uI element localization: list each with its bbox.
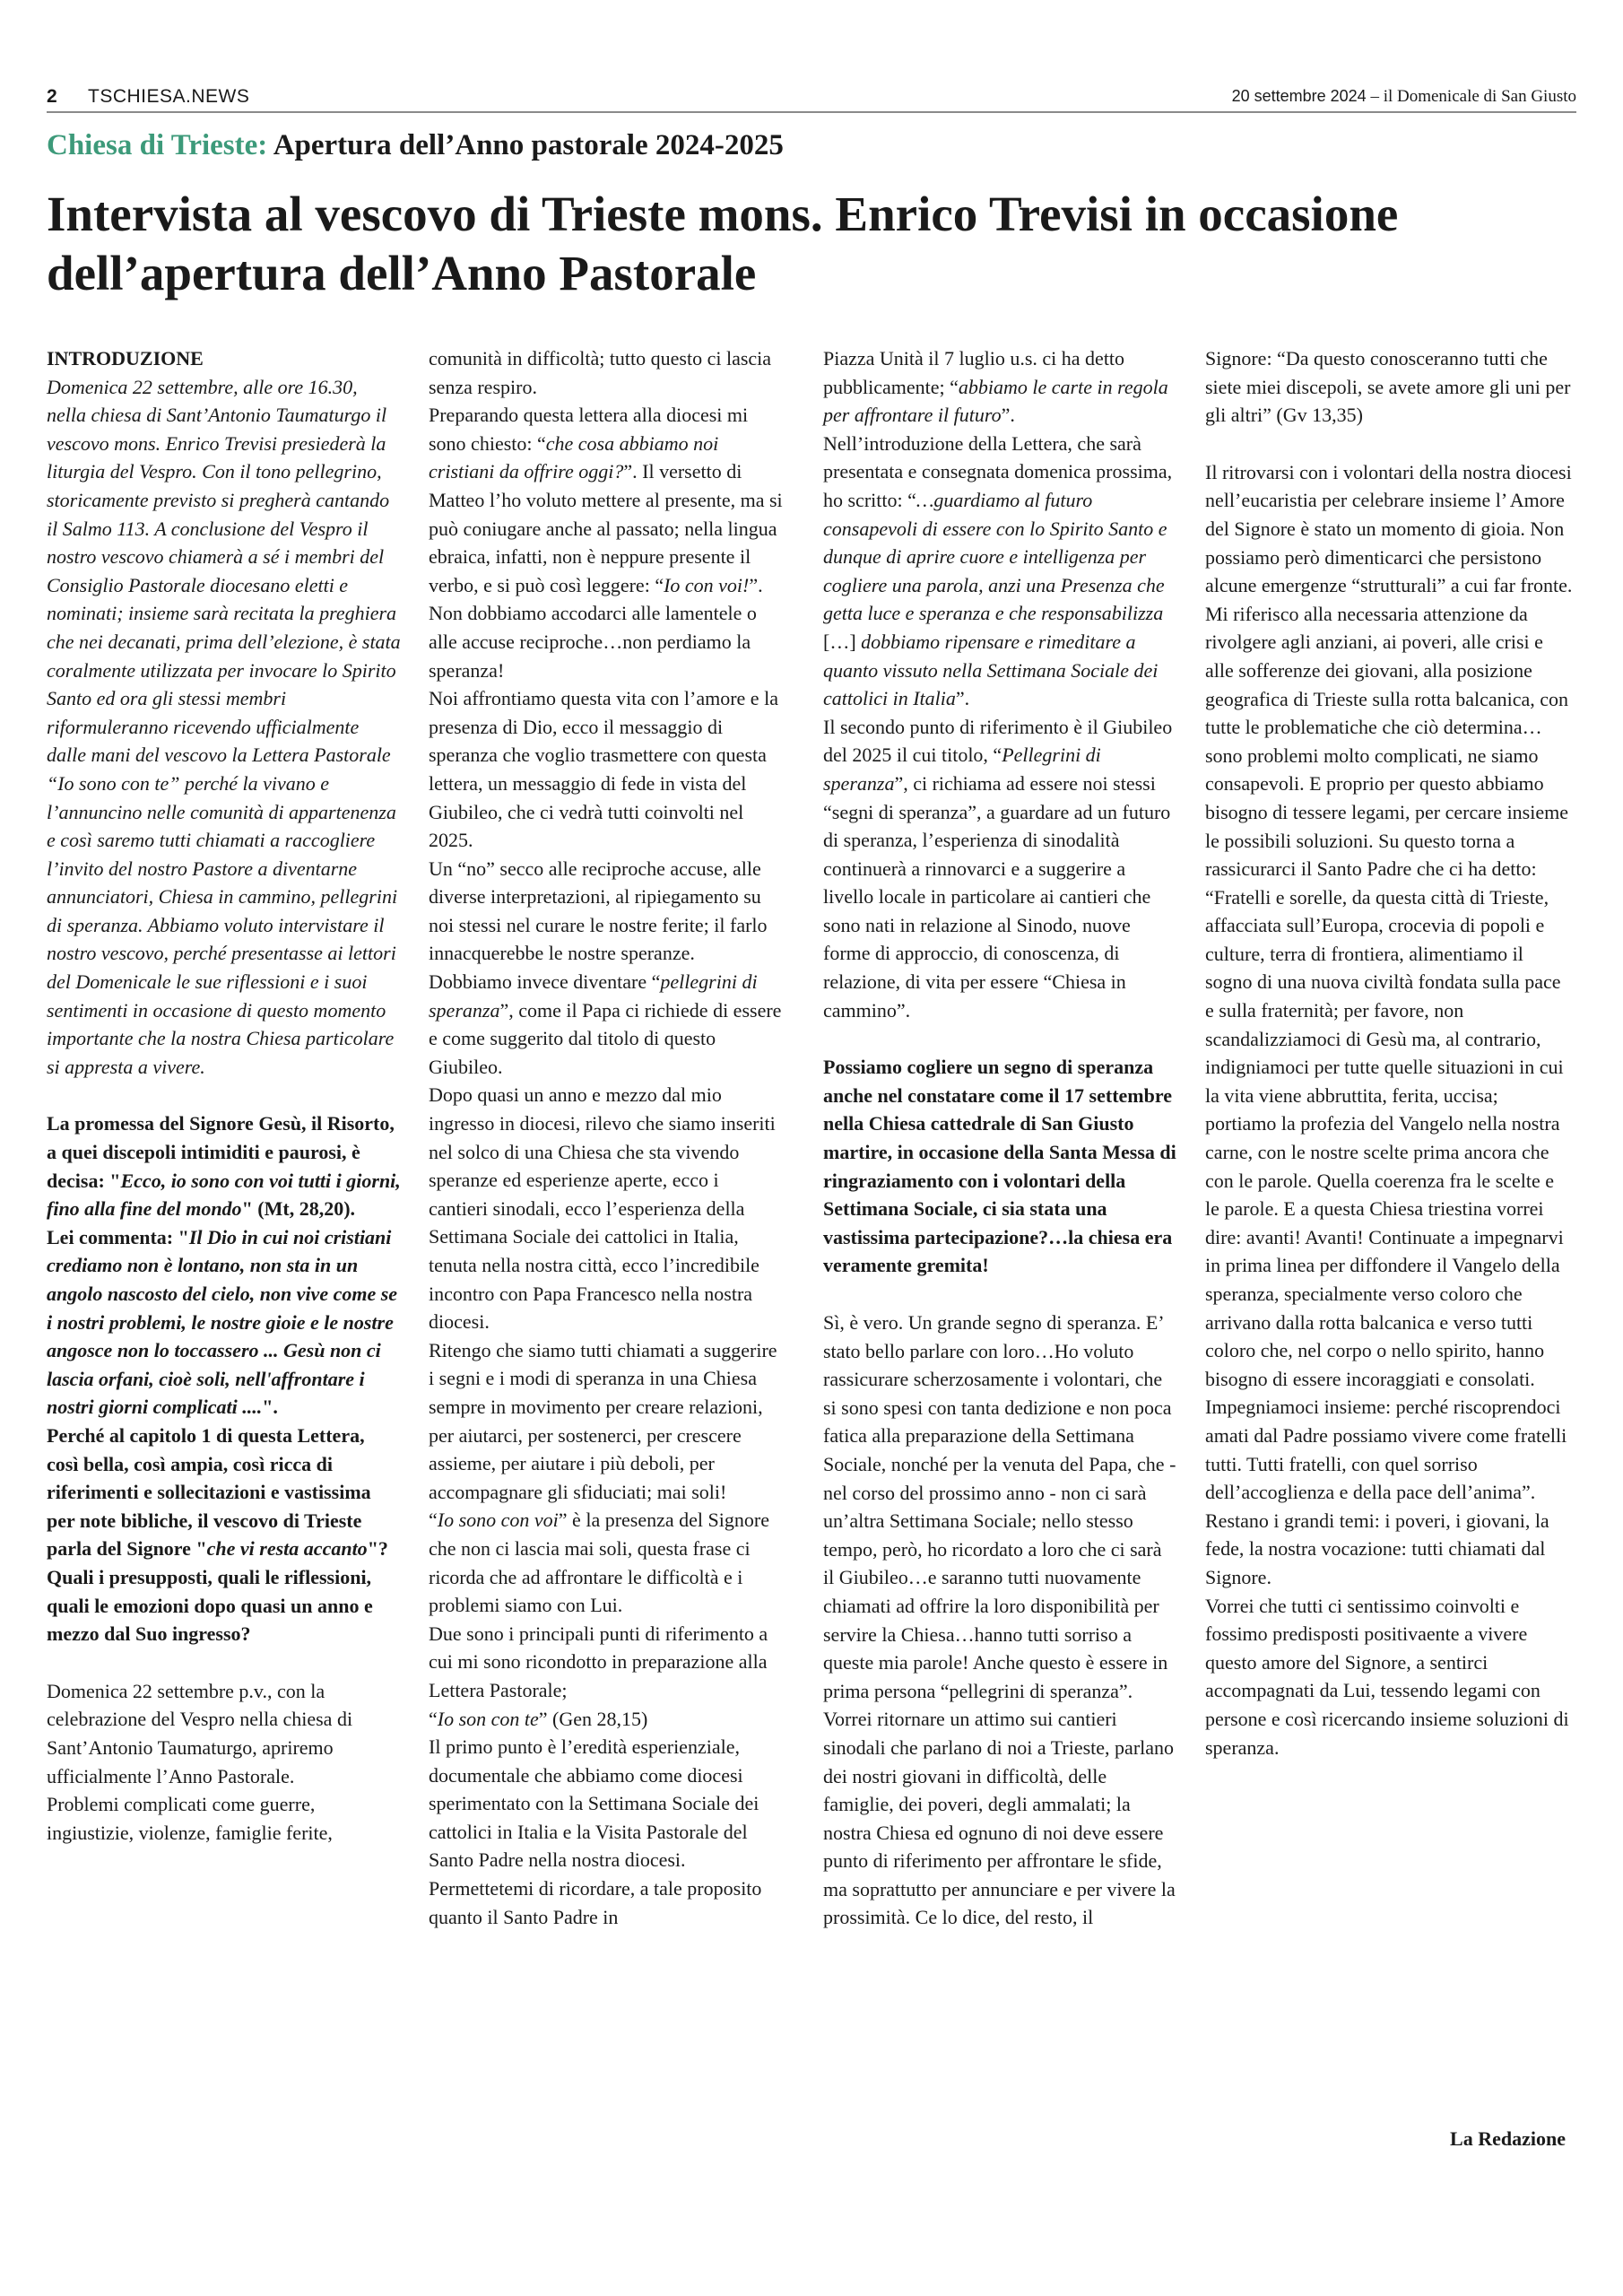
answer-paragraph: Vorrei che tutti ci sentissimo coinvolti e fossimo predisposti positivaente a vivere questo amore del Signore, a sentirci accompagnati da Lui, tessendo legami con persone e così ricercando insieme soluzioni di speranza. xyxy=(1205,1594,1569,1759)
question-text: Lei commenta: " xyxy=(47,1225,189,1248)
answer-paragraph: Restano i grandi temi: i poveri, i giovani, la fede, la nostra vocazione: tutti chiamati dal Signore. xyxy=(1205,1509,1549,1588)
italic-quote: Io con voi! xyxy=(664,573,750,596)
question-paragraph: Quali i presupposti, quali le riflessioni, quali le emozioni dopo quasi un anno e mezzo dal Suo ingresso? xyxy=(47,1565,373,1646)
answer-paragraph xyxy=(429,401,783,599)
answer-paragraph: Il primo punto è l’eredità esperienziale, documentale che abbiamo come diocesi sperimentato con la Settimana Sociale dei cattolici in Italia e la Visita Pastorale del Santo Padre nella nostra diocesi. xyxy=(429,1735,759,1872)
question-text: ". xyxy=(262,1396,278,1419)
body-text: ”. Il versetto di Matteo l’ho voluto mettere al presente, ma si può coniugare anche al passato; nella lingua ebraica, infatti, non è neppure presente il verbo, e si può così leggere: “ xyxy=(429,460,783,596)
answer-paragraph: Sì, è vero. Un grande segno di speranza. E’ stato bello parlare con loro…Ho voluto rassicurare scherzosamente i volontari, che si sono spesi con tanta dedizione e non poca fatica alla preparazione della Settimana Sociale, nonché per la venuta del Papa, che - nel corso del prossimo anno - non ci sarà un’altra Settimana Sociale; nello stesso tempo, però, ho ricordato a loro che ci sarà il Giubileo…e saranno tutti nuovamente chiamati ad offrire la loro disponibilità per servire la Chiesa…hanno tutti sorriso a queste mia parole! Anche questo è essere in prima persona “pellegrini di speranza”. xyxy=(823,1311,1176,1702)
answer-paragraph: Dopo quasi un anno e mezzo dal mio ingresso in diocesi, rilevo che siamo inseriti nel solco di una Chiesa che sta vivendo speranze ed esperienze aperte, ecco i cantieri sinodali, ecco l’esperienza della Settimana Sociale dei cattolici in Italia, tenuta nella nostra città, ecco l’incredibile incontro con Papa Francesco nella nostra diocesi. xyxy=(429,1083,776,1334)
letter-quote: che vi resta accanto xyxy=(206,1537,368,1561)
body-text: ” (Gen 28,15) xyxy=(538,1707,648,1730)
body-text: ”. xyxy=(1001,404,1015,427)
paragraph-gap xyxy=(47,1081,401,1109)
italic-quote: dobbiamo ripensare e rimeditare a quanto vissuto nella Settimana Sociale dei cattolici in Italia xyxy=(823,630,1159,710)
italic-quote: Io sono con voi xyxy=(437,1509,559,1532)
issue-separator: – xyxy=(1366,87,1384,106)
question-text: "? xyxy=(367,1537,388,1561)
body-text: Preparando questa lettera alla diocesi mi sono chiesto: “ xyxy=(429,404,749,455)
article-column-1 xyxy=(47,344,401,1847)
italic-quote: che cosa abbiamo noi cristiani da offrire oggi? xyxy=(429,431,719,483)
section-kicker xyxy=(47,129,784,162)
answer-paragraph: Il ritrovarsi con i volontari della nostra diocesi nell’eucaristia per celebrare insieme l’ Amore del Signore è stato un momento di gioia. Non possiamo però dimenticarci che persistono alcune emergenze “strutturali” a cui far fronte. Mi riferisco alla necessaria attenzione da rivolgere agli anziani, ai poveri, alle crisi e alle sofferenze dei giovani, alla posizione geografica di Trieste sulla rotta balcanica, con tutte le problematiche che ciò determina…sono problemi molto complicati, ne siamo consapevoli. E proprio per questo abbiamo bisogno di tessere legami, per cercare insieme le possibili soluzioni. Su questo torna a rassicurarci il Santo Padre che ci ha detto: “Fratelli e sorelle, da questa città di Trieste, affacciata sull’Europa, crocevia di popoli e culture, terra di frontiera, alimentiamo il sogno di una nuova civiltà fondata sulla pace e sulla fraternità; per favore, non scandalizziamoci di Gesù ma, al contrario, indigniamoci per tutte quelle situazioni in cui la vita viene abbruttita, ferita, uccisa; portiamo la profezia del Vangelo nella nostra carne, con le nostre scelte prima ancora che con le parole. Quella coerenza fra le scelte e le parole. E a questa Chiesa triestina vorrei dire: avanti! Avanti! Continuate a impegnarvi in prima linea per diffondere il Vangelo della speranza, specialmente verso coloro che arrivano dalla rotta balcanica e verso tutti coloro che, nel corpo o nello spirito, hanno bisogno di essere incoraggiati e consolati. Impegniamoci insieme: perché riscoprendoci amati dal Padre possiamo vivere come fratelli tutti. Tutti fratelli, con quel sorriso dell’accoglienza e della pace dell’anima”. xyxy=(1205,460,1573,1504)
kicker-topic: Apertura dell’Anno pastorale 2024-2025 xyxy=(267,129,784,161)
answer-paragraph xyxy=(823,344,1177,430)
answer-paragraph xyxy=(823,430,1177,713)
brand-name: TSCHIESA.NEWS xyxy=(88,86,250,107)
body-text: ” è la presenza del Signore che non ci lascia mai soli, questa frase ci ricorda che ad affrontare le difficoltà e i problemi siamo con Lui. xyxy=(429,1509,769,1617)
page-header xyxy=(47,86,1576,109)
body-text: ”, ci richiama ad essere noi stessi “segni di speranza”, a guardare ad un futuro di speranza, l’esperienza di sinodalità continuerà a rinnovarci e a suggerire a livello locale in particolare ai cantieri che sono nati in relazione al Sinodo, nuove forme di approccio, di conoscenza, di relazione, di vita per essere “Chiesa in cammino”. xyxy=(823,771,1171,1022)
answer-paragraph: Non dobbiamo accodarci alle lamentele o alle accuse reciproche…non perdiamo la speranza! xyxy=(429,602,757,682)
body-text: Nell’introduzione della Lettera, che sarà presentata e consegnata domenica prossima, ho scritto: “ xyxy=(823,431,1173,511)
answer-paragraph: Problemi complicati come guerre, ingiustizie, violenze, famiglie ferite, xyxy=(47,1793,333,1844)
body-text: Piazza Unità il 7 luglio u.s. ci ha detto pubblicamente; “ xyxy=(823,347,1125,398)
answer-paragraph: comunità in difficoltà; tutto questo ci lascia senza respiro. xyxy=(429,347,772,398)
publication-name: il Domenicale di San Giusto xyxy=(1383,87,1576,106)
question-paragraph xyxy=(47,1109,401,1222)
issue-date: 20 settembre 2024 xyxy=(1231,87,1367,105)
answer-paragraph: Due sono i principali punti di riferimento a cui mi sono ricondotto in preparazione alla Lettera Pastorale; xyxy=(429,1622,768,1701)
body-text: “ xyxy=(429,1707,438,1730)
article-column-4 xyxy=(1205,344,1573,1761)
question-paragraph xyxy=(47,1223,401,1422)
italic-quote: Io son con te xyxy=(437,1707,539,1730)
header-rule xyxy=(47,111,1576,113)
body-text: ”. xyxy=(955,687,970,710)
letter-quote: Il Dio in cui noi cristiani crediamo non è lontano, non sta in un angolo nascosto del cielo, non vive come se i nostri problemi, le nostre gioie e le nostre angosce non lo toccassero ... Gesù non ci lascia orfani, cioè soli, nell'affrontare i nostri giorni complicati .... xyxy=(47,1225,398,1419)
paragraph-gap xyxy=(1205,430,1573,458)
bible-quote: Ecco, io sono con voi tutti i giorni, fino alla fine del mondo xyxy=(47,1169,401,1221)
question-text: Perché al capitolo 1 di questa Lettera, così bella, così ampia, così ricca di riferimenti e sollecitazioni e vastissima per note bibliche, il vescovo di Trieste parla del Signore " xyxy=(47,1423,371,1561)
question-paragraph: Possiamo cogliere un segno di speranza anche nel constatare come il 17 settembre nella Chiesa cattedrale di San Giusto martire, in occasione della Santa Messa di ringraziamento con i volontari della Settimana Sociale, ci sia stata una vastissima partecipazione?…la chiesa era veramente gremita! xyxy=(823,1056,1176,1277)
italic-quote: abbiamo le carte in regola per affrontare il futuro xyxy=(823,375,1168,427)
intro-paragraph: Domenica 22 settembre, alle ore 16.30, nella chiesa di Sant’Antonio Taumaturgo il vescovo mons. Enrico Trevisi presiederà la liturgia del Vespro. Con il tono pellegrino, storicamente previsto si pregherà cantando il Salmo 113. A conclusione del Vespro il nostro vescovo chiamerà a sé i membri del Consiglio Pastorale diocesano eletti e nominati; insieme sarà recitata la preghiera che nei decanati, prima dell’elezione, è stata coralmente utilizzata per invocare lo Spirito Santo ed ora gli stessi membri riformuleranno ricevendo ufficialmente dalle mani del vescovo la Lettera Pastorale “Io sono con te” perché la vivano e l’annuncino nelle comunità di appartenenza e così saremo tutti chiamati a raccogliere l’invito del nostro Pastore a diventarne annunciatori, Chiesa in cammino, pellegrini di speranza. Abbiamo voluto intervistare il nostro vescovo, perché presentasse ai lettori del Domenicale le sue riflessioni e i suoi sentimenti in occasione di questo momento importante che la nostra Chiesa particolare si appresta a vivere. xyxy=(47,375,401,1078)
body-text: […] xyxy=(823,630,862,653)
answer-paragraph: Ritengo che siamo tutti chiamati a suggerire i segni e i modi di speranza in una Chiesa sempre in movimento per creare relazioni, per aiutarci, per sostenerci, per crescere assieme, per aiutare i più deboli, per accompagnare gli sfiduciati; mai soli! xyxy=(429,1338,777,1503)
article-headline: Intervista al vescovo di Trieste mons. Enrico Trevisi in occasione dell’apertura dell’Anno Pastorale xyxy=(47,187,1399,300)
issue-info xyxy=(1232,87,1576,107)
answer-paragraph: Vorrei ritornare un attimo sui cantieri sinodali che parlano di noi a Trieste, parlano dei nostri giovani in difficoltà, delle famiglie, dei poveri, degli ammalati; la nostra Chiesa ed ognuno di noi deve essere punto di riferimento per affrontare le sfide, ma soprattutto per annunciare e per vivere la prossimità. Ce lo dice, del resto, il xyxy=(823,1708,1176,1929)
answer-paragraph: Noi affrontiamo questa vita con l’amore e la presenza di Dio, ecco il messaggio di speranza che voglio trasmettere con questa lettera, un messaggio di fede in vista del Giubileo, che ci vedrà tutti coinvolti nel 2025. xyxy=(429,687,778,852)
body-text: “ xyxy=(429,1509,438,1532)
answer-paragraph: Domenica 22 settembre p.v., con la celebrazione del Vespro nella chiesa di Sant’Antonio Taumaturgo, apriremo ufficialmente l’Anno Pastorale. xyxy=(47,1679,353,1787)
italic-quote: pellegrini di speranza xyxy=(429,970,758,1022)
body-text: ”. xyxy=(749,573,763,596)
answer-paragraph xyxy=(429,1506,783,1619)
italic-quote: …guardiamo al futuro consapevoli di essere con lo Spirito Santo e dunque di aprire cuore e intelligenza per cogliere una parola, anzi una Presenza che getta luce e speranza e che responsabilizza xyxy=(823,488,1167,625)
kicker-section: Chiesa di Trieste: xyxy=(47,129,268,161)
answer-paragraph: Permettetemi di ricordare, a tale proposito quanto il Santo Padre in xyxy=(429,1877,762,1928)
author-signature: La Redazione xyxy=(1450,2127,1566,2150)
italic-quote: Pellegrini di speranza xyxy=(823,744,1101,795)
answer-paragraph xyxy=(823,713,1177,1025)
answer-paragraph: Signore: “Da questo conosceranno tutti che siete miei discepoli, se avete amore gli uni per gli altri” (Gv 13,35) xyxy=(1205,347,1571,427)
answer-paragraph xyxy=(429,855,783,1082)
question-paragraph xyxy=(47,1422,401,1563)
body-text: Il secondo punto di riferimento è il Giubileo del 2025 il cui titolo, “ xyxy=(823,715,1173,767)
question-text: " (Mt, 28,20). xyxy=(241,1197,356,1221)
paragraph-gap xyxy=(823,1280,1177,1309)
article-column-2 xyxy=(429,344,783,1931)
page-number: 2 xyxy=(47,86,57,107)
body-text: ”, come il Papa ci richiede di essere e come suggerito dal titolo di questo Giubileo. xyxy=(429,998,782,1078)
body-text: Un “no” secco alle reciproche accuse, alle diverse interpretazioni, al ripiegamento su noi stessi nel curare le nostre ferite; il farlo innacquerebbe le nostre speranze. Dobbiamo invece diventare “ xyxy=(429,857,768,994)
paragraph-gap xyxy=(823,1024,1177,1053)
intro-label: INTRODUZIONE xyxy=(47,347,204,370)
paragraph-gap xyxy=(47,1648,401,1677)
article-column-3 xyxy=(823,344,1177,1932)
question-text: La promessa del Signore Gesù, il Risorto, a quei discepoli intimiditi e paurosi, è decisa: " xyxy=(47,1112,395,1192)
answer-paragraph xyxy=(429,1705,783,1734)
